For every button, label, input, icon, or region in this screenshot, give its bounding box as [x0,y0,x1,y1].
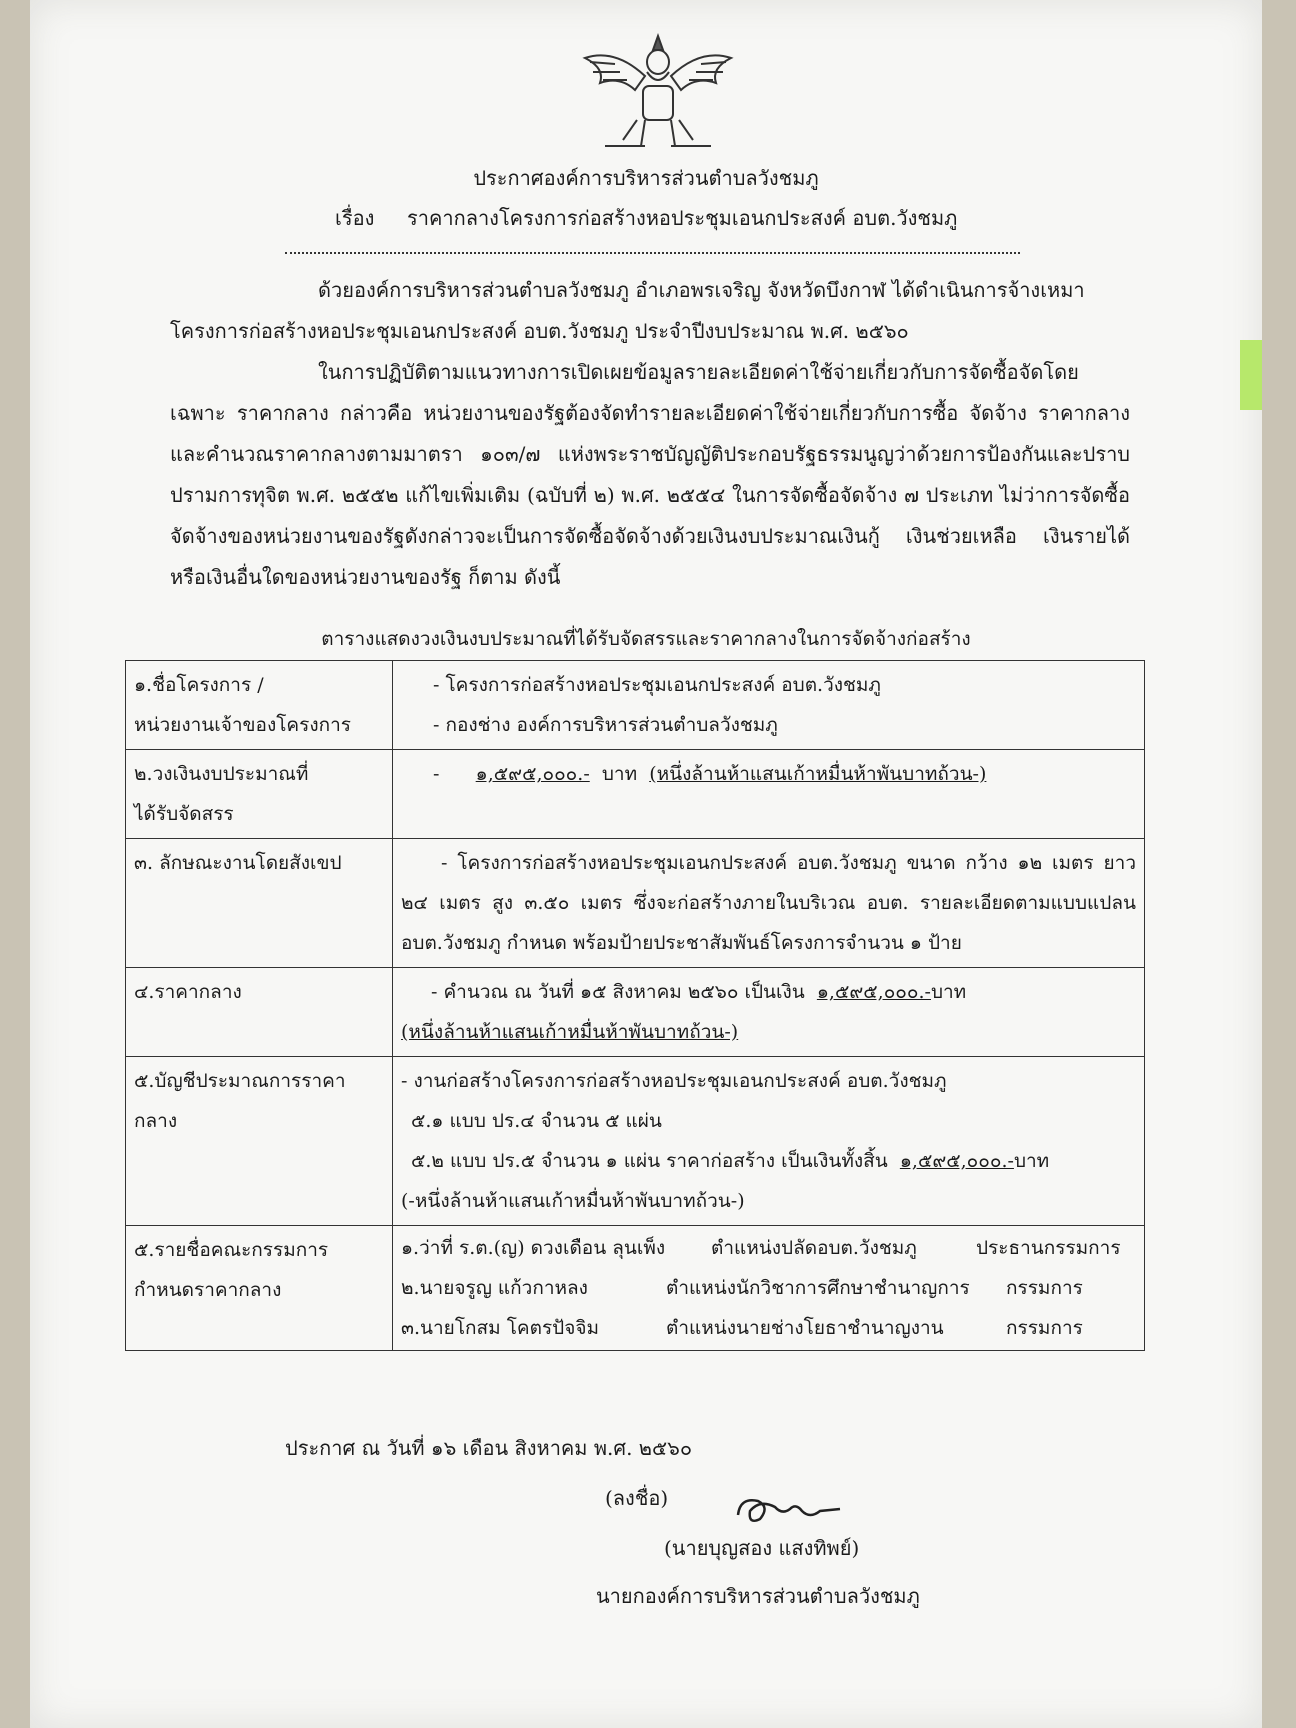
subject-line [335,202,958,234]
label-line: ได้รับจัดสรร [134,803,234,825]
row-value [393,839,1145,968]
currency-label: บาท [1013,1150,1050,1172]
row-value [393,1057,1145,1226]
currency-label: บาท [601,763,638,785]
paragraph-2 [170,352,1130,598]
label-line: ๕.บัญชีประมาณการราคา [134,1070,346,1092]
member-role: ประธานกรรมการ [976,1237,1121,1259]
row-value [393,1226,1145,1351]
value-line: - งานก่อสร้างโครงการก่อสร้างหอประชุมเอนกประสงค์ อบต.วังชมภู [401,1070,947,1092]
member-name: ๑.ว่าที่ ร.ต.(ญ) ดวงเดือน ลุนเพ็ง [401,1237,666,1259]
announce-date: ประกาศ ณ วันที่ ๑๖ เดือน สิงหาคม พ.ศ. ๒๕๖๐ [285,1436,693,1460]
sticky-tab [1240,340,1262,410]
row-value [393,750,1145,839]
committee-member [401,1228,1136,1268]
member-position: ตำแหน่งปลัดอบต.วังชมภู [711,1237,917,1259]
paragraph-1-line-1: ด้วยองค์การบริหารส่วนตำบลวังชมภู อำเภอพรเจริญ จังหวัดบึงกาฬ ได้ดำเนินการจ้างเหมา [318,278,1085,302]
subject-text: ราคากลางโครงการก่อสร้างหอประชุมเอนกประสงค์ อบต.วังชมภู [407,206,958,230]
signature-icon [730,1485,850,1535]
currency-label: บาท [930,981,967,1003]
paragraph-2-body: ราคากลาง กล่าวคือ หน่วยงานของรัฐต้องจัดทำรายละเอียดค่าใช้จ่ายเกี่ยวกับการซื้อ จัดจ้าง ราคากลางและคำนวณราคากลางตามมาตรา ๑๐๓/๗ แห่งพระราชบัญญัติประกอบรัฐธรรมนูญว่าด้วยการป้องกันและปราบปรามการทุจิต พ.ศ. ๒๕๕๒ แก้ไขเพิ่มเติม (ฉบับที่ ๒) พ.ศ. ๒๕๕๔ ในการจัดซื้อจัดจ้าง ๗ ประเภท ไม่ว่าการจัดซื้อจัดจ้างของหน่วยงานของรัฐดังกล่าวจะเป็นการจัดซื้อจัดจ้างด้วยเงินงบประมาณเงินกู้ เงินช่วยเหลือ เงินรายได้ หรือเงินอื่นใดของหน่วยงานของรัฐ ก็ตาม ดังนี้ [170,401,1131,589]
row-label: ๔.ราคากลาง [126,968,393,1057]
dash: - [433,763,440,785]
median-price-amount: ๑,๕๙๕,๐๐๐.- [816,981,931,1003]
member-position: ตำแหน่งนายช่างโยธาชำนาญงาน [666,1317,944,1339]
work-description: - โครงการก่อสร้างหอประชุมเอนกประสงค์ อบต.วังชมภู ขนาด กว้าง ๑๒ เมตร ยาว ๒๔ เมตร สูง ๓.๕๐ เมตร ซึ่งจะก่อสร้างภายในบริเวณ อบต. รายละเอียดตามแบบแปลน อบต.วังชมภู กำหนด พร้อมป้ายประชาสัมพันธ์โครงการจำนวน ๑ ป้าย [401,852,1136,954]
member-role: กรรมการ [1006,1317,1083,1339]
table-row [126,839,1145,968]
label-line: ๑.ชื่อโครงการ / [134,674,264,696]
label-line: กำหนดราคากลาง [134,1279,282,1301]
total-amount: ๑,๕๙๕,๐๐๐.- [899,1150,1014,1172]
member-name: ๓.นายโกสม โคตรปัจจิม [401,1317,599,1339]
table-row [126,1057,1145,1226]
label-line: ๕.รายชื่อคณะกรรมการ [134,1239,329,1261]
row-label [126,1057,393,1226]
table-row [126,1226,1145,1351]
committee-member [401,1268,1136,1308]
row-label [126,1226,393,1351]
budget-table [125,660,1145,1351]
row-value [393,968,1145,1057]
amount-in-words: (หนึ่งล้านห้าแสนเก้าหมื่นห้าพันบาทถ้วน-) [649,763,987,785]
value-text: ๕.๒ แบบ ปร.๕ จำนวน ๑ แผ่น ราคาก่อสร้าง เป็นเงินทั้งสิ้น [411,1150,888,1172]
label-line: หน่วยงานเจ้าของโครงการ [134,714,351,736]
table-title: ตารางแสดงวงเงินงบประมาณที่ได้รับจัดสรรและราคากลางในการจัดจ้างก่อสร้าง [321,628,971,650]
value-line: - กองช่าง องค์การบริหารส่วนตำบลวังชมภู [433,714,778,736]
row-label [126,750,393,839]
table-row [126,968,1145,1057]
garuda-emblem-icon [575,28,741,156]
value-line [401,1141,1136,1181]
row-label [126,661,393,750]
signed-label: (ลงชื่อ) [605,1486,669,1510]
subject-label: เรื่อง [335,206,375,230]
value-line: ๕.๑ แบบ ปร.๔ จำนวน ๕ แผ่น [411,1110,662,1132]
row-label: ๓. ลักษณะงานโดยสังเขป [126,839,393,968]
value-line: - คำนวณ ณ วันที่ ๑๕ สิงหาคม ๒๕๖๐ เป็นเงิน [431,981,805,1003]
label-line: ๒.วงเงินงบประมาณที่ [134,763,309,785]
paragraph-1-line-2: โครงการก่อสร้างหอประชุมเอนกประสงค์ อบต.วังชมภู ประจำปีงบประมาณ พ.ศ. ๒๕๖๐ [170,319,909,343]
paragraph-1 [170,270,1130,352]
paragraph-2-line-1: ในการปฏิบัติตามแนวทางการเปิดเผยข้อมูลรายละเอียดค่าใช้จ่ายเกี่ยวกับการจัดซื้อจัดโดยเฉพาะ [170,360,1079,425]
member-role: กรรมการ [1006,1277,1083,1299]
dotted-divider [285,252,1020,254]
table-row [126,750,1145,839]
amount-in-words: (-หนึ่งล้านห้าแสนเก้าหมื่นห้าพันบาทถ้วน-) [401,1190,745,1212]
amount-in-words: (หนึ่งล้านห้าแสนเก้าหมื่นห้าพันบาทถ้วน-) [401,1021,739,1043]
table-row [126,661,1145,750]
value-line: - โครงการก่อสร้างหอประชุมเอนกประสงค์ อบต.วังชมภู [433,674,881,696]
member-position: ตำแหน่งนักวิชาการศึกษาชำนาญการ [666,1277,970,1299]
signer-name: (นายบุญสอง แสงทิพย์) [664,1536,860,1560]
document-page [30,0,1262,1728]
label-line: กลาง [134,1110,178,1132]
member-name: ๒.นายจรูญ แก้วกาหลง [401,1277,588,1299]
committee-member [401,1308,1136,1348]
budget-amount: ๑,๕๙๕,๐๐๐.- [475,763,590,785]
row-value [393,661,1145,750]
document-title: ประกาศองค์การบริหารส่วนตำบลวังชมภู [473,166,819,190]
signer-title: นายกองค์การบริหารส่วนตำบลวังชมภู [596,1584,920,1608]
